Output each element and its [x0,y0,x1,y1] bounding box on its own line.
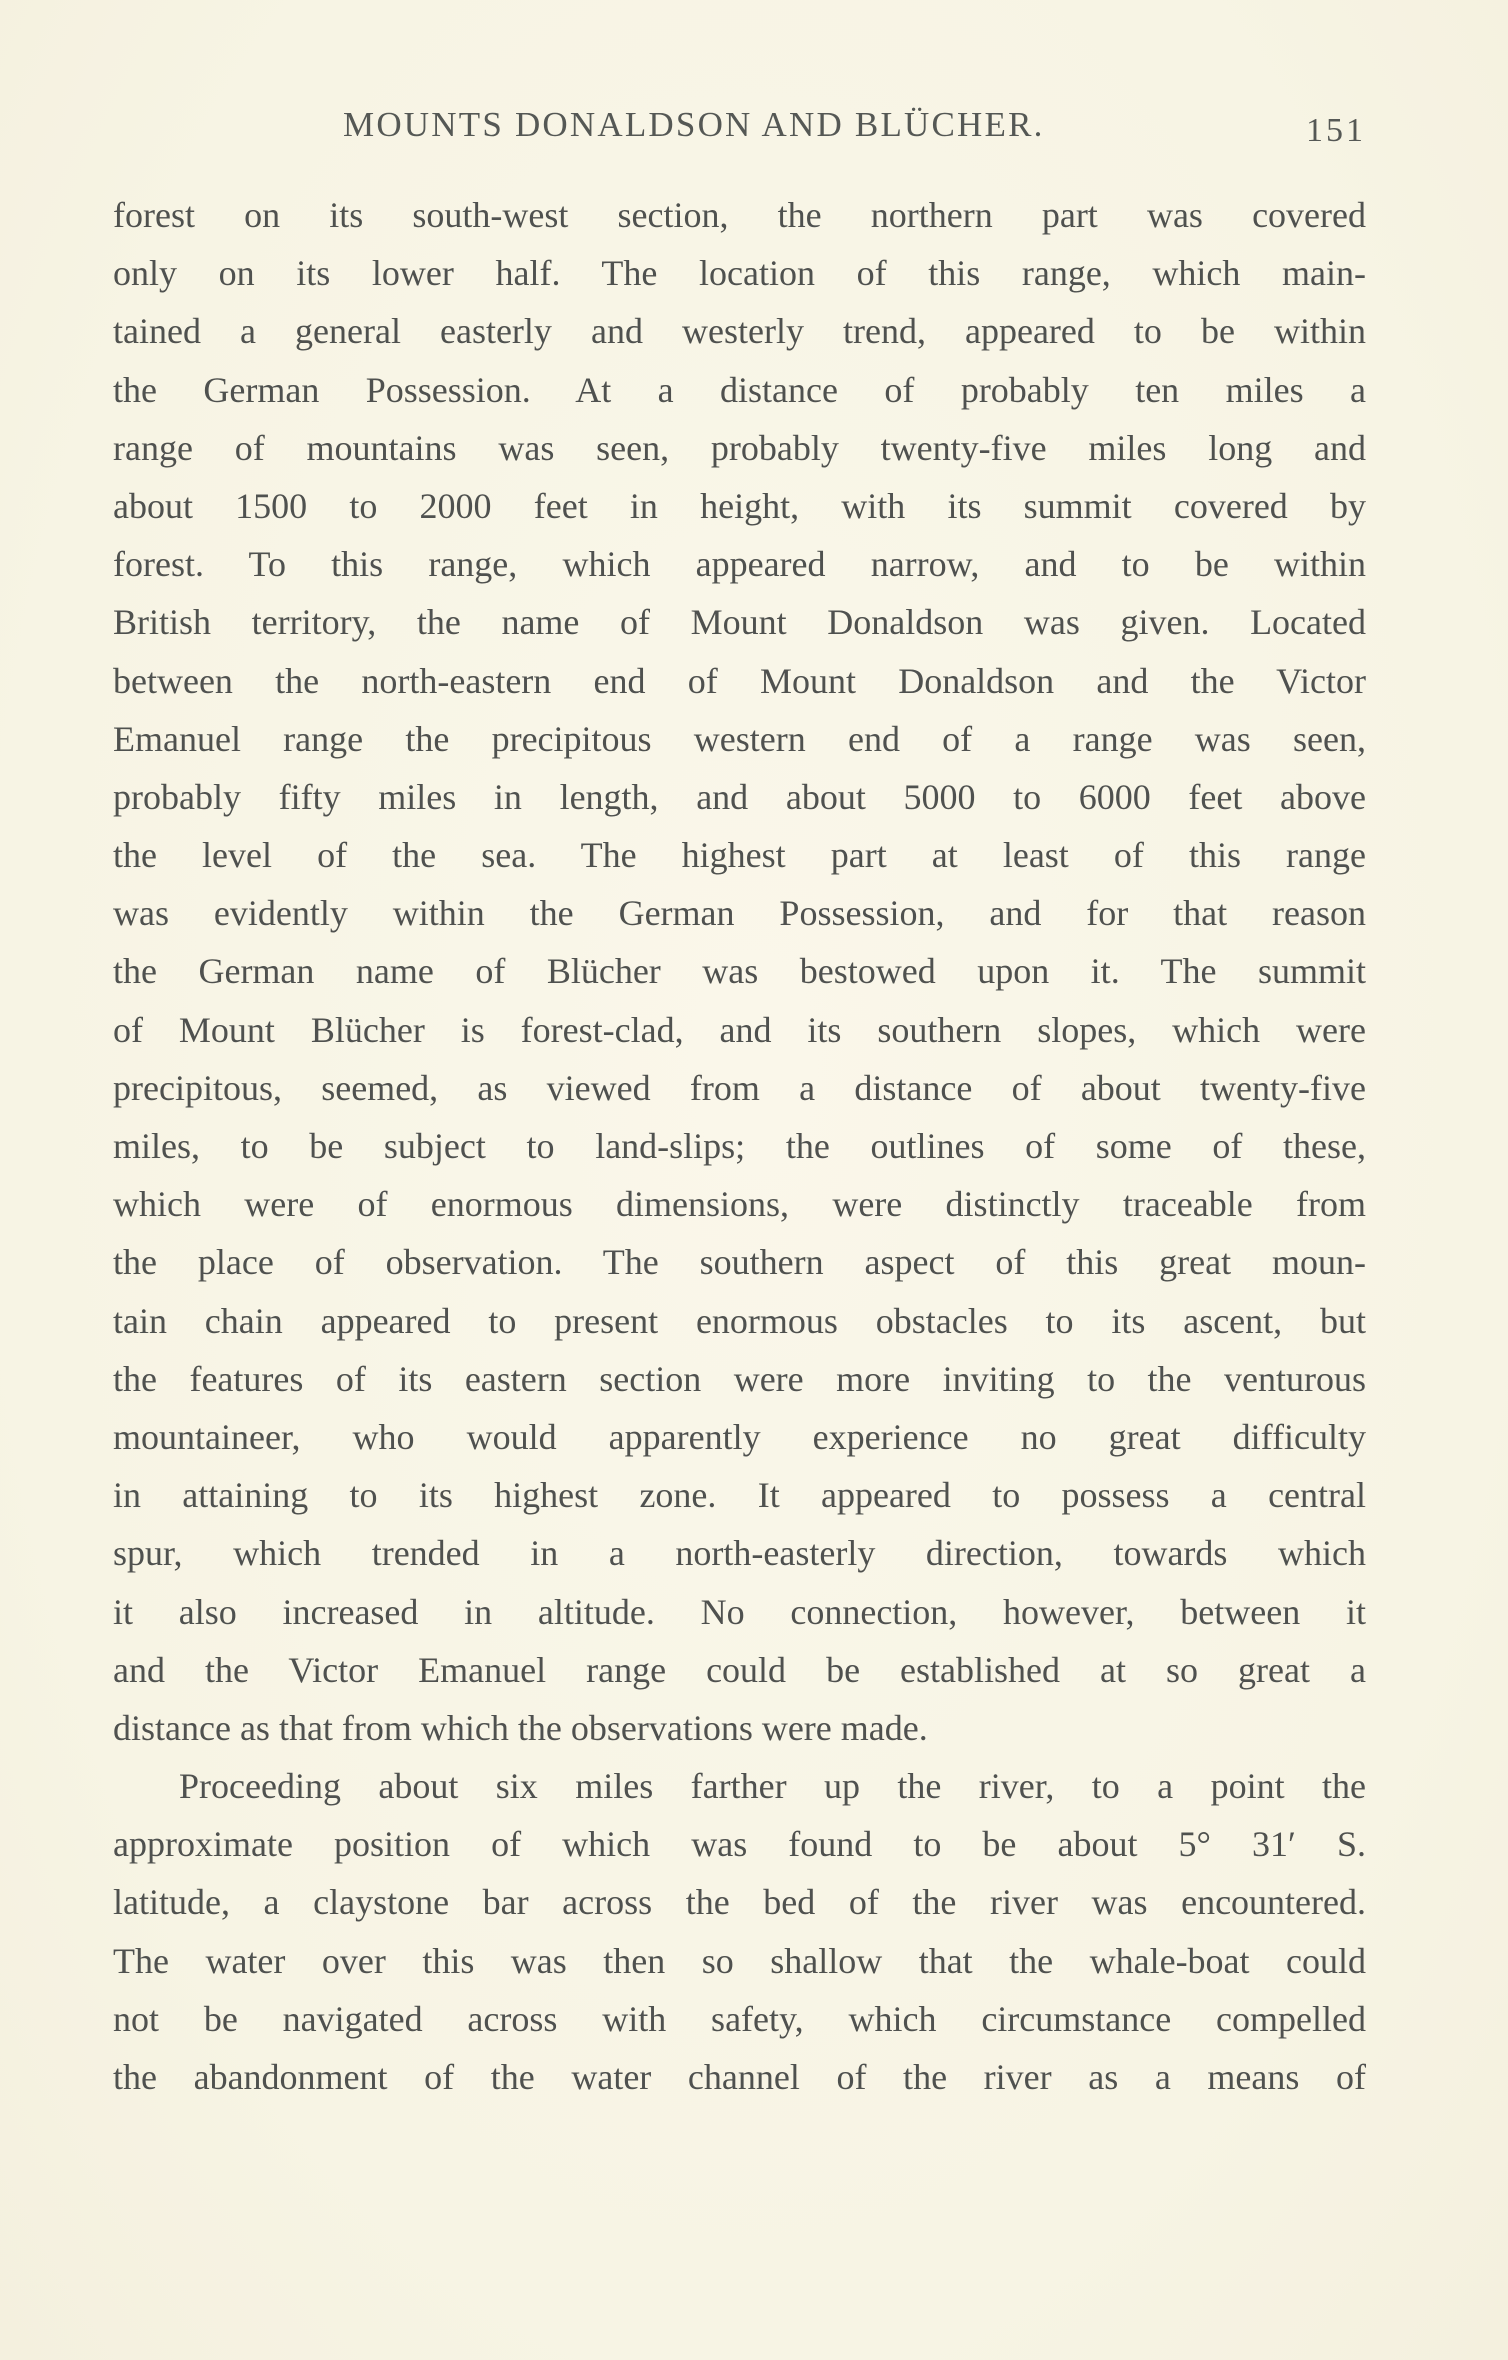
text-line: between the north-eastern end of Mount Donaldson and the Victor [113,660,1366,701]
text-line: and the Victor Emanuel range could be established at so great a [113,1649,1366,1690]
text-line: Proceeding about six miles farther up the river, to a point the [179,1766,1366,1807]
text-line: approximate position of which was found to be about 5° 31′ S. [113,1824,1366,1865]
text-line: the level of the sea. The highest part at least of this range [113,835,1366,876]
text-line: in attaining to its highest zone. It appeared to possess a central [113,1475,1366,1516]
text-line: the abandonment of the water channel of the river as a means of [113,2057,1366,2097]
text-line: mountaineer, who would apparently experience no great difficulty [113,1416,1366,1457]
paragraph-1 [113,186,1366,1757]
text-line: of Mount Blücher is forest-clad, and its southern slopes, which were [113,1009,1366,1050]
text-line: was evidently within the German Possession, and for that reason [113,893,1366,934]
text-line: the German name of Blücher was bestowed upon it. The summit [113,951,1366,992]
text-line: the place of observation. The southern aspect of this great moun- [113,1242,1366,1283]
text-line: tain chain appeared to present enormous obstacles to its ascent, but [113,1300,1366,1341]
text-line: not be navigated across with safety, which circumstance compelled [113,1998,1366,2039]
running-head [113,100,1366,150]
body-text [113,186,1366,2106]
text-line: forest on its south-west section, the northern part was covered [113,195,1366,235]
text-line: miles, to be subject to land-slips; the outlines of some of these, [113,1126,1366,1166]
page-number: 151 [1306,112,1366,149]
text-line: which were of enormous dimensions, were distinctly traceable from [113,1184,1366,1225]
text-line: The water over this was then so shallow that the whale-boat could [113,1940,1366,1981]
text-line: only on its lower half. The location of this range, which main- [113,253,1366,294]
text-line: about 1500 to 2000 feet in height, with its summit covered by [113,485,1366,526]
text-line: spur, which trended in a north-easterly direction, towards which [113,1533,1366,1574]
text-line: British territory, the name of Mount Donaldson was given. Located [113,602,1366,643]
text-line: latitude, a claystone bar across the bed of the river was encountered. [113,1882,1366,1923]
text-line: the German Possession. At a distance of probably ten miles a [113,369,1366,410]
text-line: tained a general easterly and westerly trend, appeared to be within [113,311,1366,352]
text-line: Emanuel range the precipitous western end of a range was seen, [113,718,1366,759]
text-line: range of mountains was seen, probably twenty-five miles long and [113,427,1366,468]
text-line: distance as that from which the observations were made. [113,1707,928,1748]
text-line: it also increased in altitude. No connection, however, between it [113,1591,1366,1632]
text-line: the features of its eastern section were more inviting to the venturous [113,1358,1366,1399]
text-line: precipitous, seemed, as viewed from a distance of about twenty-five [113,1067,1366,1108]
paragraph-2 [113,1757,1366,2106]
text-line: forest. To this range, which appeared narrow, and to be within [113,544,1366,585]
text-line: probably fifty miles in length, and about 5000 to 6000 feet above [113,776,1366,817]
running-title: MOUNTS DONALDSON AND BLÜCHER. [343,105,1045,144]
